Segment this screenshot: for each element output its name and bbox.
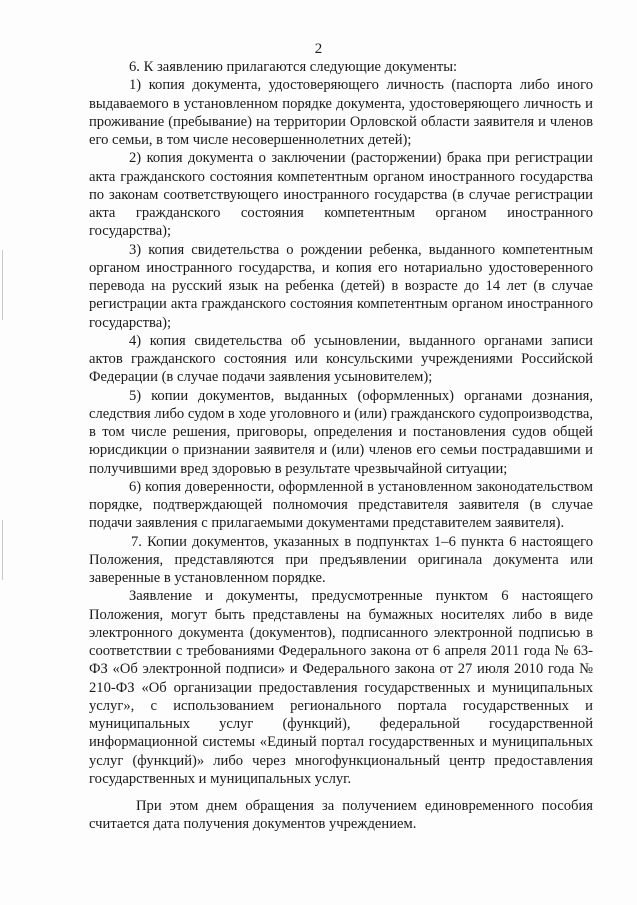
paragraph-subitem-3: 3) копия свидетельства о рождении ребенка, выданного компетентным органом иностранного государства, и копия его нотариально удостоверенного перевода на русский язык на ребенка (детей) в возрасте до 14 лет (в случае регистрации акта гражданского состояния компетентным органом иностранного государства); — [89, 241, 593, 331]
paragraph-item-6: 6. К заявлению прилагаются следующие документы: — [129, 59, 458, 75]
scan-margin-mark — [2, 520, 3, 580]
paragraph-subitem-6: 6) копия доверенности, оформленной в установленном законодательством порядке, подтверждающей полномочия представителя заявителя (в случае подачи заявления с прилагаемыми документами представителем заявителя). — [89, 478, 593, 532]
document-body — [89, 58, 593, 834]
paragraph-subitem-4: 4) копия свидетельства об усыновлении, выданного органами записи актов гражданского состояния или консульскими учреждениями Российской Федерации (в случае подачи заявления усыновителем); — [89, 332, 593, 386]
scan-margin-mark — [2, 250, 3, 320]
paragraph-subitem-5: 5) копии документов, выданных (оформленных) органами дознания, следствия либо судом в ходе уголовного и (или) гражданского судопроизводства, в том числе решения, приговоры, определения и постановления судов общей юрисдикции о признании заявителя и (или) членов его семьи пострадавшими и получившими вред здоровью в результате чрезвычайной ситуации; — [89, 387, 593, 477]
paragraph-subitem-1: 1) копия документа, удостоверяющего личность (паспорта либо иного выдаваемого в установленном порядке документа, удостоверяющего личность и проживание (пребывание) на территории Орловской области заявителя и членов его семьи, в том числе несовершеннолетних детей); — [89, 77, 593, 148]
paragraph-date-of-application: При этом днем обращения за получением единовременного пособия считается дата получения документов учреждением. — [89, 798, 593, 833]
page-number: 2 — [314, 41, 323, 57]
paragraph-subitem-2: 2) копия документа о заключении (расторжении) брака при регистрации акта гражданского состояния компетентным органом иностранного государства по законам соответствующего иностранного государства (в случае регистрации акта гражданского состояния компетентным органом иностранного государства); — [89, 150, 593, 240]
paragraph-item-7: 7. Копии документов, указанных в подпунктах 1–6 пункта 6 настоящего Положения, представляются при предъявлении оригинала документа или заверенные в установленном порядке. — [89, 533, 593, 586]
paragraph-electronic-submission: Заявление и документы, предусмотренные пунктом 6 настоящего Положения, могут быть представлены на бумажных носителях либо в виде электронного документа (документов), подписанного электронной подписью в соответствии с требованиями Федерального закона от 6 апреля 2011 года № 63-ФЗ «Об электронной подписи» и Федерального закона от 27 июля 2010 года № 210-ФЗ «Об организации предоставления государственных и муниципальных услуг», с использованием регионального портала государственных и муниципальных услуг (функций), федеральной государственной информационной системы «Единый портал государственных и муниципальных услуг (функций)» либо через многофункциональный центр предоставления государственных и муниципальных услуг. — [89, 588, 593, 787]
